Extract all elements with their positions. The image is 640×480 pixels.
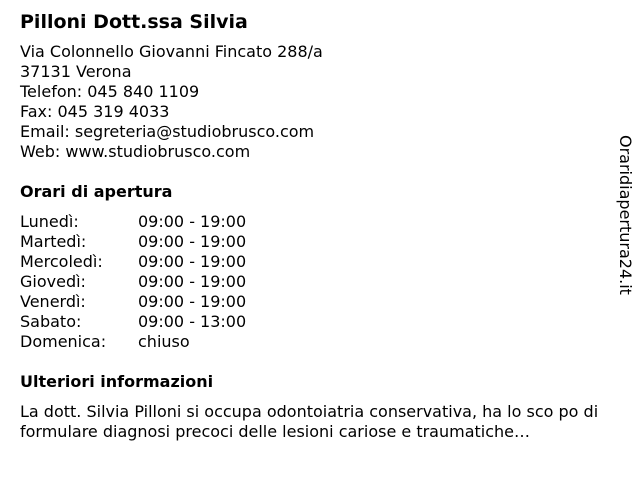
phone-line[interactable]: Telefon: 045 840 1109 <box>20 82 200 101</box>
hours-time: 09:00 - 19:00 <box>138 252 247 271</box>
hours-row <box>20 232 610 252</box>
hours-row <box>20 272 610 292</box>
email-line[interactable]: Email: segreteria@studiobrusco.com <box>20 122 315 141</box>
business-name: Pilloni Dott.ssa Silvia <box>20 11 248 33</box>
hours-time: 09:00 - 19:00 <box>138 272 247 291</box>
hours-day: Mercoledì: <box>20 252 103 271</box>
web-line[interactable]: Web: www.studiobrusco.com <box>20 142 251 161</box>
hours-day: Domenica: <box>20 332 107 351</box>
hours-row <box>20 312 610 332</box>
city-line: 37131 Verona <box>20 62 132 81</box>
hours-day: Giovedì: <box>20 272 86 291</box>
hours-time: 09:00 - 19:00 <box>138 232 247 251</box>
hours-day: Venerdì: <box>20 292 86 311</box>
hours-day: Martedì: <box>20 232 87 251</box>
hours-day: Lunedì: <box>20 212 79 231</box>
fax-line: Fax: 045 319 4033 <box>20 102 170 121</box>
hours-row <box>20 292 610 312</box>
opening-hours-table <box>20 212 610 352</box>
address-line: Via Colonnello Giovanni Fincato 288/a <box>20 42 323 61</box>
hours-time: 09:00 - 19:00 <box>138 212 247 231</box>
hours-time: 09:00 - 19:00 <box>138 292 247 311</box>
business-card <box>20 10 610 442</box>
hours-day: Sabato: <box>20 312 82 331</box>
hours-row <box>20 332 610 352</box>
more-info-heading: Ulteriori informazioni <box>20 372 214 391</box>
opening-hours-heading: Orari di apertura <box>20 182 173 201</box>
hours-time: 09:00 - 13:00 <box>138 312 247 331</box>
contact-block <box>20 42 610 162</box>
hours-row <box>20 212 610 232</box>
hours-row <box>20 252 610 272</box>
brand-watermark: Oraridiapertura24.it <box>616 135 635 295</box>
hours-time: chiuso <box>138 332 190 351</box>
description-text: La dott. Silvia Pilloni si occupa odontoiatria conservativa, ha lo sco po di formulare diagnosi precoci delle lesioni cariose e traumatiche… <box>20 402 599 441</box>
